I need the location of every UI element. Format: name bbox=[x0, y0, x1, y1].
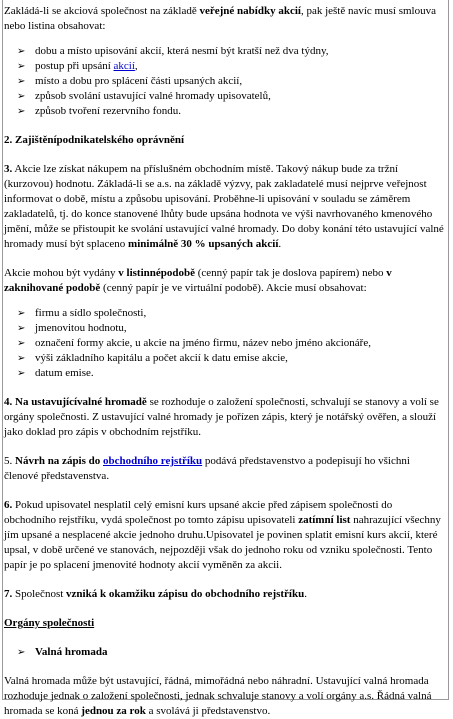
list-item bbox=[4, 366, 445, 381]
list-item-text: datum emise. bbox=[35, 367, 94, 379]
list-item-text: , bbox=[134, 60, 138, 72]
section-6-text-end: nahrazující všechny jím upsané a nesplacené akcie jednoho druhu.Upisovatel je povinen splatit emisní kurs akcií, které upsal, v době určené ve stanovách, nejpozději však do jednoho roku od vzniku společnosti. Tento papír je po splacení jmenovité hodnoty akcií vyměněn za akcii. bbox=[4, 514, 441, 571]
list-item bbox=[4, 321, 445, 336]
list-item-text: firmu a sídlo společnosti, bbox=[35, 307, 147, 319]
valna-hromada-bold: jednou za rok bbox=[81, 705, 146, 717]
arrow-bullet-icon: ➢ bbox=[17, 368, 26, 379]
valna-hromada-text-end: a svolává ji představenstvo. bbox=[145, 705, 271, 717]
list-item-text: výši základního kapitálu a počet akcií k datu emise akcie, bbox=[35, 352, 288, 364]
section-3-bold: minimálně 30 % upsaných akcií bbox=[128, 238, 279, 250]
arrow-bullet-icon: ➢ bbox=[17, 353, 26, 364]
list-item bbox=[4, 336, 445, 351]
intro-text-end: , pak ještě navíc musí smlouva nebo listina obsahovat: bbox=[4, 5, 436, 32]
list-item bbox=[4, 89, 445, 104]
list-item-text: způsob tvoření rezervního fondu. bbox=[35, 105, 182, 117]
section-5-number: 5. bbox=[4, 455, 15, 467]
section-7-bold: vzniká k okamžiku zápisu do obchodního rejstříku bbox=[66, 588, 305, 600]
list-item bbox=[4, 306, 445, 321]
list-item-text: označení formy akcie, u akcie na jméno firmu, název nebo jméno akcionáře, bbox=[35, 337, 371, 349]
organs-heading-text: Orgány společnosti bbox=[4, 617, 95, 629]
section-6-bold: zatímní list bbox=[298, 514, 351, 526]
section-3-text-end: . bbox=[278, 238, 282, 250]
list-item bbox=[4, 104, 445, 119]
list-item-text: dobu a místo upisování akcií, která nesmí být kratší než dva týdny, bbox=[35, 45, 329, 57]
forms-text: Akcie mohou být vydány bbox=[4, 267, 119, 279]
section-6-number: 6. bbox=[4, 499, 13, 511]
section-6-paragraph bbox=[4, 498, 445, 573]
list-item bbox=[4, 59, 445, 74]
arrow-bullet-icon: ➢ bbox=[17, 323, 26, 334]
valna-hromada-heading-text: Valná hromada bbox=[35, 646, 108, 658]
arrow-bullet-icon: ➢ bbox=[17, 106, 26, 117]
section-2-heading-text: 2. Zajištěnípodnikatelského oprávnění bbox=[4, 134, 185, 146]
obchodni-rejstrik-link[interactable]: obchodního rejstříku bbox=[103, 455, 203, 467]
forms-bold-zaknihovana: v zaknihované podobě bbox=[4, 267, 392, 294]
section-7-text: Společnost bbox=[12, 588, 67, 600]
organs-heading bbox=[4, 616, 445, 631]
section-5-bold: Návrh na zápis do bbox=[15, 455, 104, 467]
forms-bold-listinna: v listinnépodobě bbox=[118, 267, 195, 279]
list-item bbox=[4, 74, 445, 89]
list-item-text: jmenovitou hodnotu, bbox=[35, 322, 127, 334]
section-4-text: se rozhoduje o založení společnosti, schvalují se stanovy a volí se orgány společnosti. Z ustavující valné hromady je pořízen zápis, který je notářský ověřen, a slouží jako doklad pro zápis v obchodním rejstříku. bbox=[4, 396, 439, 438]
section-3-number: 3. bbox=[4, 163, 13, 175]
arrow-bullet-icon: ➢ bbox=[17, 76, 26, 87]
arrow-bullet-icon: ➢ bbox=[17, 46, 26, 57]
list-item-text: způsob svolání ustavující valné hromady upisovatelů, bbox=[35, 90, 271, 102]
section-4-bold: 4. Na ustavujícívalné hromadě bbox=[4, 396, 147, 408]
list-item bbox=[4, 44, 445, 59]
section-3-paragraph bbox=[4, 162, 445, 252]
list-item bbox=[4, 351, 445, 366]
intro-paragraph bbox=[4, 4, 445, 34]
valna-hromada-heading bbox=[4, 645, 445, 660]
list-item-text: postup při upsání bbox=[35, 60, 114, 72]
founding-list bbox=[4, 44, 445, 119]
arrow-bullet-icon: ➢ bbox=[17, 338, 26, 349]
share-forms-paragraph bbox=[4, 266, 445, 296]
forms-text-end: (cenný papír je ve virtuální podobě). Akcie musí obsahovat: bbox=[100, 282, 367, 294]
arrow-bullet-icon: ➢ bbox=[17, 91, 26, 102]
section-7-number: 7. bbox=[4, 588, 13, 600]
section-5-text: podává představenstvo a podepisují ho všichni členové představenstva. bbox=[4, 455, 410, 482]
share-contents-list bbox=[4, 306, 445, 381]
document-content bbox=[4, 4, 445, 719]
section-2-heading bbox=[4, 133, 445, 148]
section-5-paragraph bbox=[4, 454, 445, 484]
section-4-paragraph bbox=[4, 395, 445, 440]
akcie-link[interactable]: akcií bbox=[113, 60, 135, 72]
forms-text: (cenný papír tak je doslova papírem) nebo bbox=[194, 267, 387, 279]
section-7-text-end: . bbox=[304, 588, 307, 600]
intro-text: Zakládá-li se akciová společnost na základě bbox=[4, 5, 200, 17]
arrow-bullet-icon: ➢ bbox=[17, 61, 26, 72]
valna-hromada-paragraph bbox=[4, 674, 445, 719]
valna-hromada-text: Valná hromada může být ustavující, řádná, mimořádná nebo náhradní. Ustavující valná hromada rozhoduje jednak o založení společnosti, jednak schvaluje stanovy a volí orgány a.s. Řádná valná hromada se koná bbox=[4, 675, 432, 717]
section-7-paragraph bbox=[4, 587, 445, 602]
section-6-text: Pokud upisovatel nesplatil celý emisní kurs upsané akcie před zápisem společnosti do obchodního rejstříku, vydá společnost po tomto zápisu upisovateli bbox=[4, 499, 393, 526]
arrow-bullet-icon: ➢ bbox=[17, 308, 26, 319]
section-3-text: Akcie lze získat nákupem na příslušném obchodním místě. Takový nákup bude za tržní (kurzovou) hodnotu. Základá-li se a.s. na základě výzvy, pak zakladatelé musí nejprve veřejnost informovat o době, místu a způsobu upisování. Proběhne-li upisování v souladu se záměrem zakladatelů, tj. do konce stanovené lhůty bude upsána hodnota ve výši navrhovaného kmenového jmění, může se přistoupit ke svolání ustavující valné hromady. Do doby konání této ustavující valné hromady musí být splaceno bbox=[4, 163, 444, 250]
arrow-bullet-icon: ➢ bbox=[17, 647, 26, 658]
intro-bold: veřejné nabídky akcií bbox=[199, 5, 301, 17]
list-item-text: místo a dobu pro splácení části upsaných akcií, bbox=[35, 75, 243, 87]
